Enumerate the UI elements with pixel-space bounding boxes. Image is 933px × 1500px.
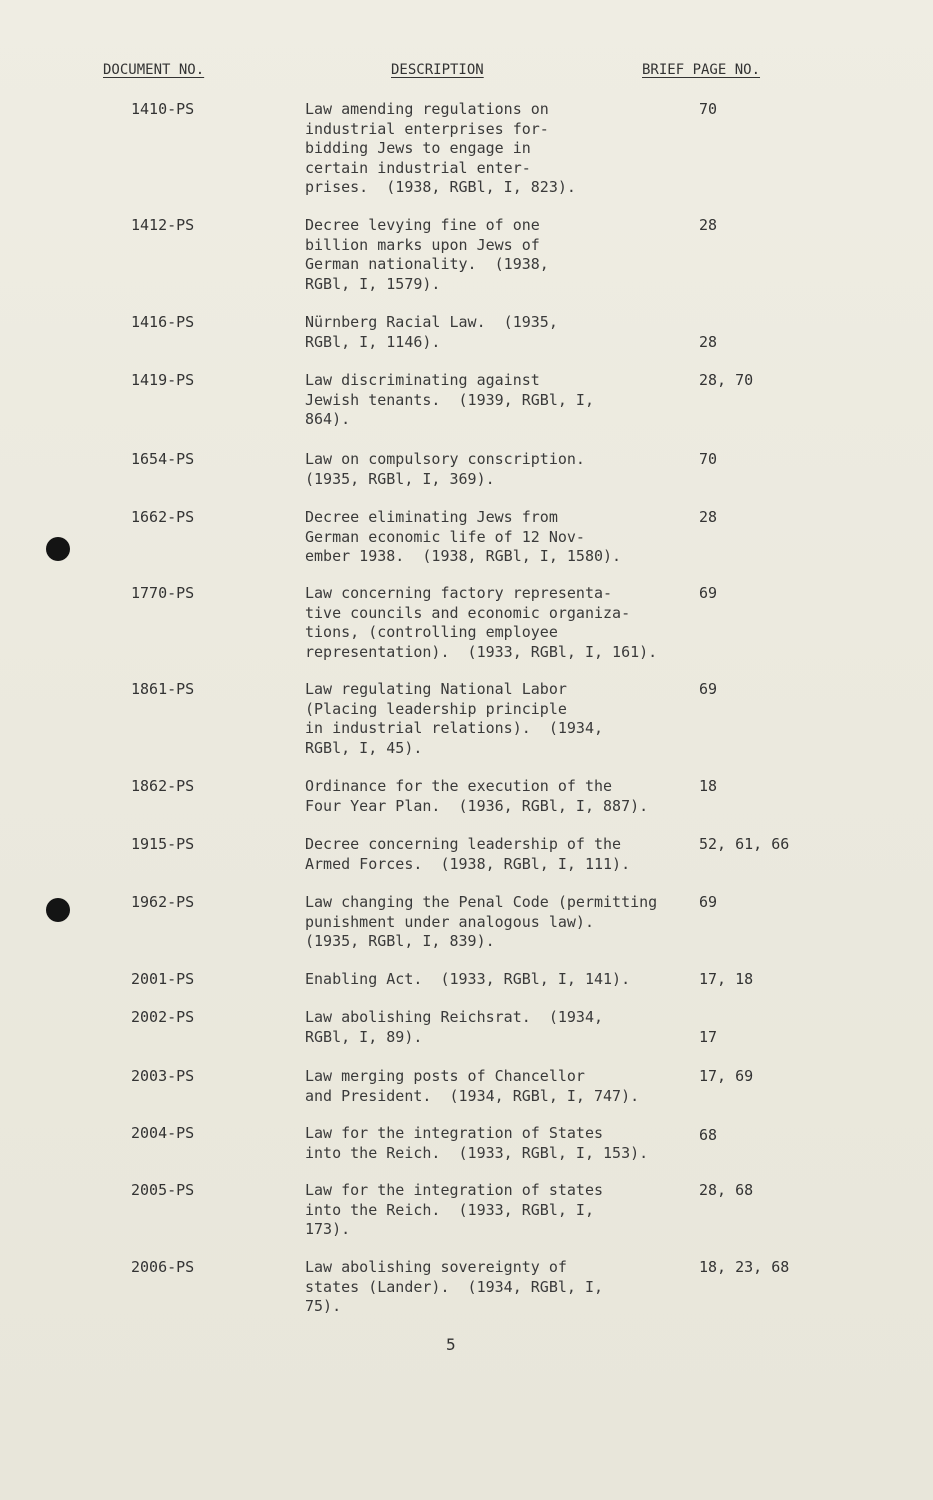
brief-page-numbers: 17 [699, 1028, 718, 1046]
entry-description: Nürnberg Racial Law. (1935, RGBl, I, 1146). [305, 313, 558, 351]
brief-page-numbers: 52, 61, 66 [699, 835, 790, 853]
entry-description: Law concerning factory representa- tive councils and economic organiza- tions, (controlling employee representation). (1933, RGBl, I, 161). [305, 584, 658, 661]
document-number: 2005-PS [131, 1181, 195, 1199]
document-number: 1862-PS [131, 777, 195, 795]
document-number: 1410-PS [131, 100, 195, 118]
entry-description: Law changing the Penal Code (permitting punishment under analogous law). (1935, RGBl, I, 839). [305, 893, 658, 950]
document-number: 1416-PS [131, 313, 195, 331]
entry-description: Law for the integration of states into the Reich. (1933, RGBl, I, 173). [305, 1181, 604, 1238]
entry-description: Decree concerning leadership of the Armed Forces. (1938, RGBl, I, 111). [305, 835, 631, 873]
brief-page-numbers: 70 [699, 100, 718, 118]
brief-page-numbers: 28 [699, 333, 718, 351]
brief-page-numbers: 28 [699, 216, 718, 234]
brief-page-numbers: 28, 68 [699, 1181, 754, 1199]
header-document-no: DOCUMENT NO. [103, 62, 205, 78]
document-number: 2002-PS [131, 1008, 195, 1026]
header-description: DESCRIPTION [391, 62, 484, 78]
document-number: 1654-PS [131, 450, 195, 468]
brief-page-numbers: 17, 18 [699, 970, 754, 988]
brief-page-numbers: 17, 69 [699, 1067, 754, 1085]
brief-page-numbers: 18 [699, 777, 718, 795]
brief-page-numbers: 18, 23, 68 [699, 1258, 790, 1276]
entry-description: Law abolishing Reichsrat. (1934, RGBl, I, 89). [305, 1008, 604, 1046]
punch-hole [46, 898, 70, 922]
document-number: 1412-PS [131, 216, 195, 234]
document-number: 2004-PS [131, 1124, 195, 1142]
punch-hole [46, 537, 70, 561]
brief-page-numbers: 68 [699, 1126, 718, 1144]
document-number: 1662-PS [131, 508, 195, 526]
document-number: 1770-PS [131, 584, 195, 602]
brief-page-numbers: 28 [699, 508, 718, 526]
brief-page-numbers: 69 [699, 584, 718, 602]
brief-page-numbers: 69 [699, 893, 718, 911]
page-number: 5 [446, 1335, 456, 1354]
entry-description: Law on compulsory conscription. (1935, RGBl, I, 369). [305, 450, 585, 488]
header-brief-page-no: BRIEF PAGE NO. [642, 62, 761, 78]
document-number: 1419-PS [131, 371, 195, 389]
document-number: 2001-PS [131, 970, 195, 988]
brief-page-numbers: 70 [699, 450, 718, 468]
entry-description: Law for the integration of States into the Reich. (1933, RGBl, I, 153). [305, 1124, 649, 1162]
document-number: 2006-PS [131, 1258, 195, 1276]
entry-description: Law regulating National Labor (Placing leadership principle in industrial relations). (1934, RGBl, I, 45). [305, 680, 604, 757]
entry-description: Ordinance for the execution of the Four Year Plan. (1936, RGBl, I, 887). [305, 777, 649, 815]
brief-page-numbers: 69 [699, 680, 718, 698]
entry-description: Law amending regulations on industrial enterprises for- bidding Jews to engage in certain industrial enter- prises. (1938, RGBl, I, 823). [305, 100, 576, 196]
entry-description: Law discriminating against Jewish tenants. (1939, RGBl, I, 864). [305, 371, 594, 428]
entry-description: Enabling Act. (1933, RGBl, I, 141). [305, 970, 631, 988]
document-number: 2003-PS [131, 1067, 195, 1085]
document-number: 1915-PS [131, 835, 195, 853]
entry-description: Law merging posts of Chancellor and President. (1934, RGBl, I, 747). [305, 1067, 640, 1105]
document-number: 1962-PS [131, 893, 195, 911]
entry-description: Decree eliminating Jews from German economic life of 12 Nov- ember 1938. (1938, RGBl, I, 1580). [305, 508, 622, 565]
brief-page-numbers: 28, 70 [699, 371, 754, 389]
entry-description: Decree levying fine of one billion marks upon Jews of German nationality. (1938, RGBl, I, 1579). [305, 216, 549, 293]
document-number: 1861-PS [131, 680, 195, 698]
entry-description: Law abolishing sovereignty of states (Lander). (1934, RGBl, I, 75). [305, 1258, 604, 1315]
